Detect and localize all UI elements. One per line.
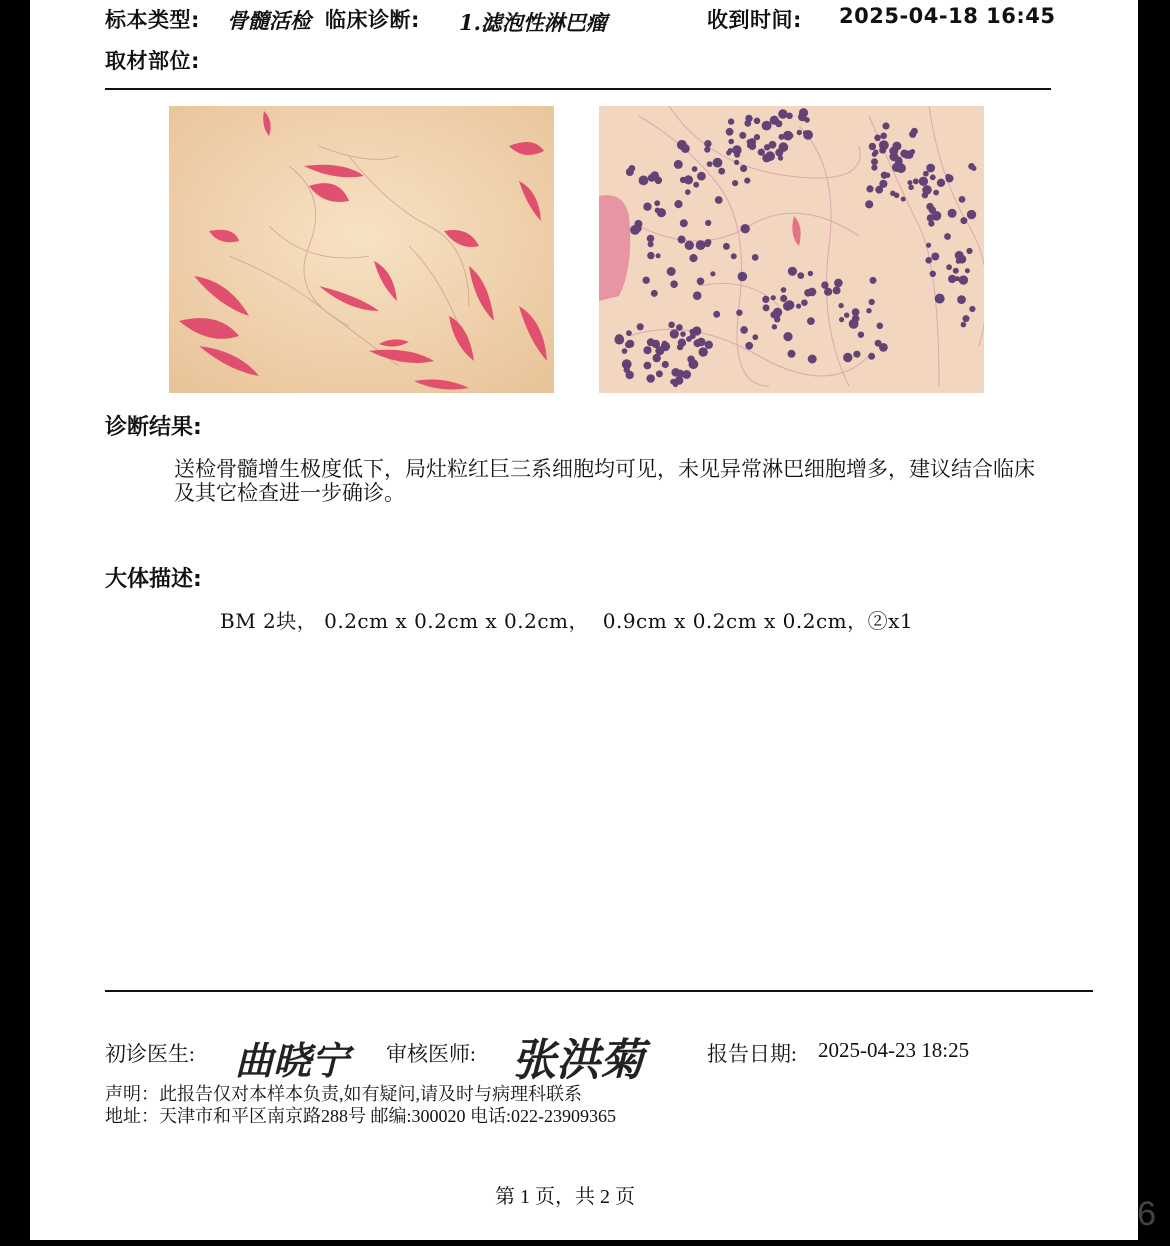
gross-description-text: BM 2块， 0.2cm x 0.2cm x 0.2cm， 0.9cm x 0.2cm x 0.2cm，②x1 (220, 609, 914, 633)
histology-image-low-power (169, 106, 554, 393)
page-indicator: 第 1 页，共 2 页 (495, 1186, 635, 1208)
gross-description-heading: 大体描述: (105, 567, 202, 592)
header-divider (105, 88, 1051, 90)
sampling-site-label: 取材部位: (105, 49, 200, 73)
report-page (30, 0, 1138, 1240)
footer-divider (105, 990, 1093, 992)
diagnosis-text: 送检骨髓增生极度低下，局灶粒红巨三系细胞均可见，未见异常淋巴细胞增多，建议结合临床及其它检查进一步确诊。 (174, 457, 1035, 505)
histology-image-high-power (599, 106, 984, 393)
received-time-value: 2025-04-18 16:45 (839, 4, 1056, 28)
clinical-diagnosis-value: 1.滤泡性淋巴瘤 (459, 10, 607, 35)
initial-doctor-signature: 曲晓宁 (235, 1038, 350, 1083)
initial-doctor-label: 初诊医生: (105, 1042, 195, 1066)
specimen-type-label: 标本类型: (105, 8, 200, 32)
report-date-label: 报告日期: (707, 1042, 797, 1066)
address-text: 地址：天津市和平区南京路288号 邮编:300020 电话:022-23909365 (105, 1106, 616, 1126)
report-date-value: 2025-04-23 18:25 (818, 1038, 970, 1062)
review-doctor-label: 审核医师: (386, 1042, 476, 1066)
received-time-label: 收到时间: (707, 8, 802, 32)
diagnosis-heading: 诊断结果: (105, 415, 202, 440)
side-mark: 6 (1137, 1195, 1156, 1233)
disclaimer-text: 声明：此报告仅对本样本负责,如有疑问,请及时与病理科联系 (105, 1084, 582, 1104)
clinical-diagnosis-label: 临床诊断: (325, 8, 420, 32)
review-doctor-signature: 张洪菊 (512, 1035, 644, 1086)
specimen-type-value: 骨髓活检 (227, 8, 311, 33)
